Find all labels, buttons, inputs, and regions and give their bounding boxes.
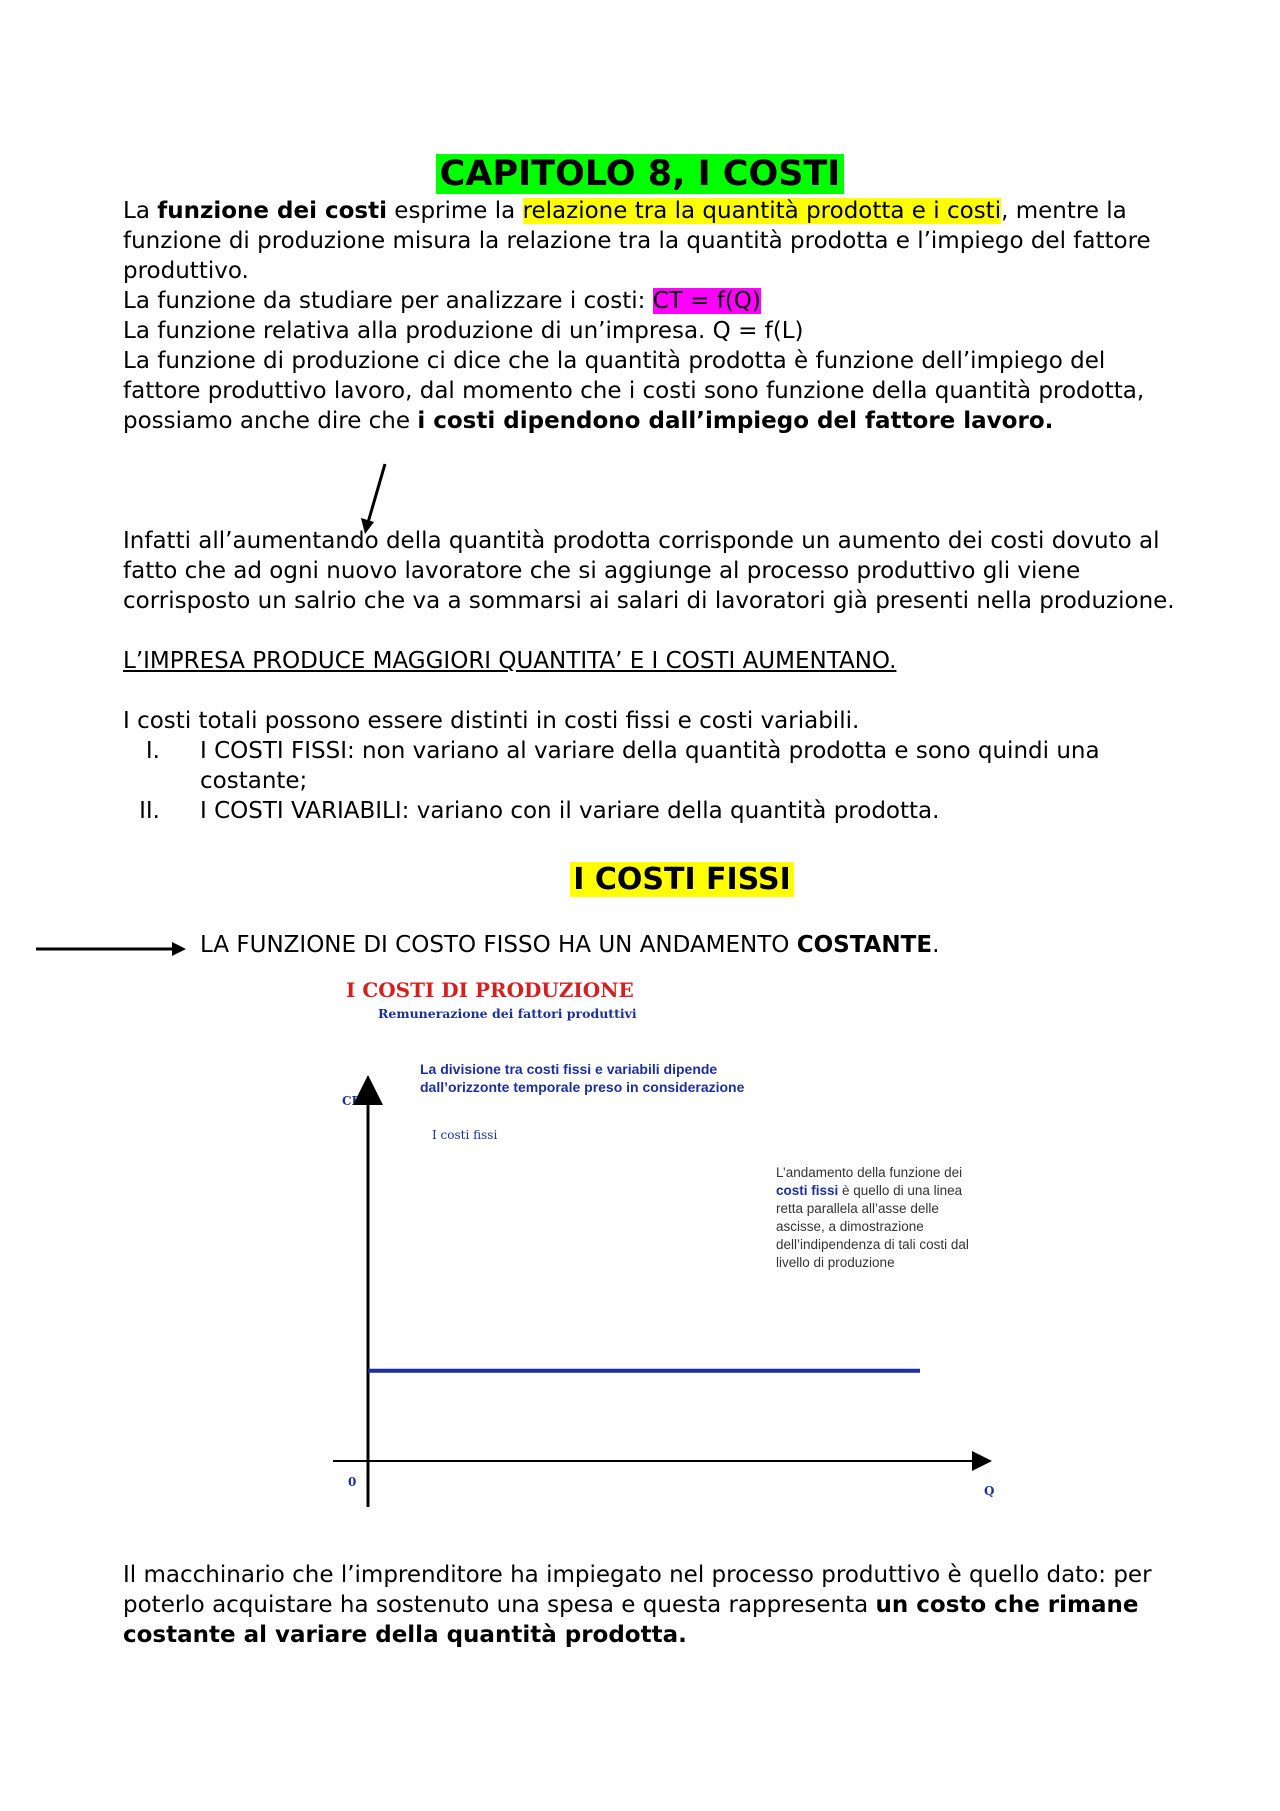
chart-title: I COSTI DI PRODUZIONE: [346, 978, 634, 1002]
chapter-title: CAPITOLO 8, I COSTI: [0, 152, 1280, 196]
chart-subtitle: Remunerazione dei fattori produttivi: [378, 1006, 637, 1021]
fixed-cost-chart: [330, 970, 1010, 1525]
down-arrow-icon: [355, 460, 395, 535]
body-paragraph-7: I costi totali possono essere distinti in costi fissi e costi variabili.: [123, 708, 860, 734]
origin-label: 0: [348, 1475, 357, 1489]
intro-paragraph-3: La funzione relativa alla produzione di un’impresa. Q = f(L): [123, 318, 804, 344]
body-paragraph-5: Infatti all’aumentando della quantità prodotta corrisponde un aumento dei costi dovuto al fatto che ad ogni nuovo lavoratore che si aggiunge al processo produttivo gli viene corrisposto un salrio che va a sommarsi ai salari di lavoratori già presenti nella produzione.: [123, 528, 1175, 614]
intro-paragraph-2: La funzione da studiare per analizzare i costi: CT = f(Q): [123, 288, 761, 314]
chart-plot: [330, 970, 1010, 1525]
chart-note: La divisione tra costi fissi e variabili dipende dall’orizzonte temporale preso in considerazione: [420, 1061, 745, 1095]
list-number: II.: [139, 798, 160, 824]
closing-paragraph: Il macchinario che l’imprenditore ha impiegato nel processo produttivo è quello dato: per poterlo acquistare ha sostenuto una spesa e questa rappresenta un costo che rimane costante al variare della quantità prodotta.: [123, 1562, 1152, 1648]
y-axis-label: CF: [342, 1094, 361, 1108]
body-paragraph-6: L’IMPRESA PRODUCE MAGGIORI QUANTITA’ E I COSTI AUMENTANO.: [123, 648, 897, 674]
list-item: I COSTI FISSI: non variano al variare della quantità prodotta e sono quindi una costante;: [200, 738, 1100, 794]
chart-description: L’andamento della funzione dei costi fissi è quello di una linea retta parallela all’asse delle ascisse, a dimostrazione dell’indipendenza di tali costi dal livello di produzione: [776, 1165, 969, 1270]
intro-paragraph-4: La funzione di produzione ci dice che la quantità prodotta è funzione dell’impiego del fattore produttivo lavoro, dal momento che i costi sono funzione della quantità prodotta, possiamo anche dire che i costi dipendono dall’impiego del fattore lavoro.: [123, 348, 1145, 434]
intro-paragraph-1: La funzione dei costi esprime la relazione tra la quantità prodotta e i costi, mentre la funzione di produzione misura la relazione tra la quantità prodotta e l’impiego del fattore produttivo.: [123, 198, 1151, 284]
list-number: I.: [145, 738, 160, 764]
x-axis-label: Q: [984, 1484, 995, 1498]
arrow-statement: LA FUNZIONE DI COSTO FISSO HA UN ANDAMENTO COSTANTE.: [200, 932, 940, 958]
section-heading: I COSTI FISSI: [42, 858, 1280, 902]
series-label: I costi fissi: [432, 1128, 498, 1142]
list-item: I COSTI VARIABILI: variano con il variare della quantità prodotta.: [200, 798, 940, 824]
right-arrow-icon: [34, 938, 189, 960]
